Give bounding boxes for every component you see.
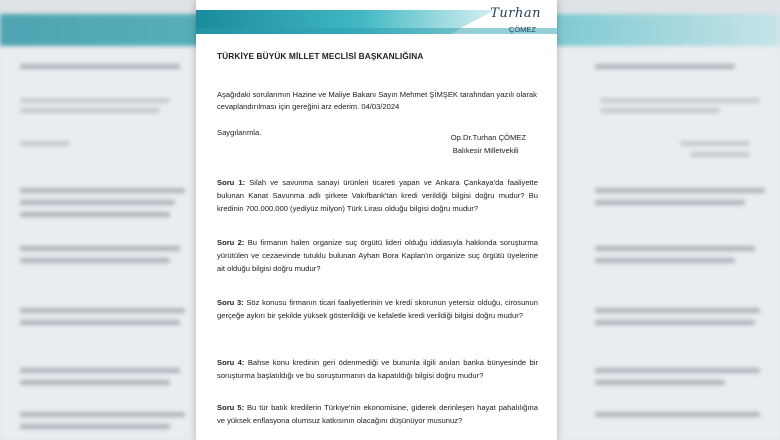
letter-heading: TÜRKİYE BÜYÜK MİLLET MECLİSİ BAŞKANLIĞINA	[217, 51, 424, 61]
question-4	[217, 357, 538, 383]
signature-logo	[487, 4, 547, 34]
signer-block	[451, 131, 526, 157]
question-5	[217, 402, 538, 428]
question-label: Soru 5:	[217, 403, 245, 412]
question-1	[217, 177, 538, 215]
question-label: Soru 1:	[217, 178, 246, 187]
question-text: Bu firmanın halen organize suç örgütü lideri olduğu iddiasıyla hakkında soruşturma yürütülen ve cezaevinde tutuklu bulunan Ayhan Bora Kaplan'ın organize suç örgütü üyelerine ait olduğu bilgisi doğru mudur?	[217, 238, 538, 273]
question-label: Soru 4:	[217, 358, 245, 367]
question-text: Söz konusu firmanın ticari faaliyetlerinin ve kredi skorunun yetersiz olduğu, cirosunun gerçeğe aykırı bir şekilde yüksek gösterildiği ve kefaletle kredi verildiği bilgisi doğru mudur?	[217, 298, 538, 320]
signer-role: Balıkesir Milletvekili	[452, 146, 519, 155]
logo-name: ÇÖMEZ	[508, 25, 536, 34]
question-text: Silah ve savunma sanayi ürünleri ticareti yapan ve Ankara Çankaya'da faaliyette bulunan Kanat Savunma adlı şirkete Vakıfbank'tan kredi verildiği bilgisi doğru mudur? Bu kredinin 700.000.000 (yediyüz milyon) Türk Lirası olduğu bilgisi doğru mudur?	[217, 178, 538, 213]
question-3	[217, 297, 538, 323]
logo-signature: Turhan	[490, 6, 541, 21]
document-page	[196, 0, 557, 440]
question-2	[217, 237, 538, 275]
signer-name: Op.Dr.Turhan ÇÖMEZ	[450, 133, 526, 142]
intro-paragraph: Aşağıdaki sorularımın Hazine ve Maliye Bakanı Sayın Mehmet ŞİMŞEK tarafından yazılı olarak cevaplandırılması için gereğini arz ederim. 04/03/2024	[217, 90, 537, 111]
question-label: Soru 2:	[217, 238, 245, 247]
question-text: Bu tür batık kredilerin Türkiye'nin ekonomisine, giderek derinleşen hayat pahalılığına ve yüksek enflasyona olumsuz katkısının olacağını düşünüyor musunuz?	[217, 403, 538, 425]
greeting: Saygılarımla.	[217, 128, 262, 137]
question-text: Bahse konu kredinin geri ödenmediği ve bununla ilgili anılan banka bünyesinde bir soruşturma başlatıldığı ve bu soruşturmanın da kapatıldığı bilgisi doğru mudur?	[217, 358, 538, 380]
question-label: Soru 3:	[217, 298, 244, 307]
